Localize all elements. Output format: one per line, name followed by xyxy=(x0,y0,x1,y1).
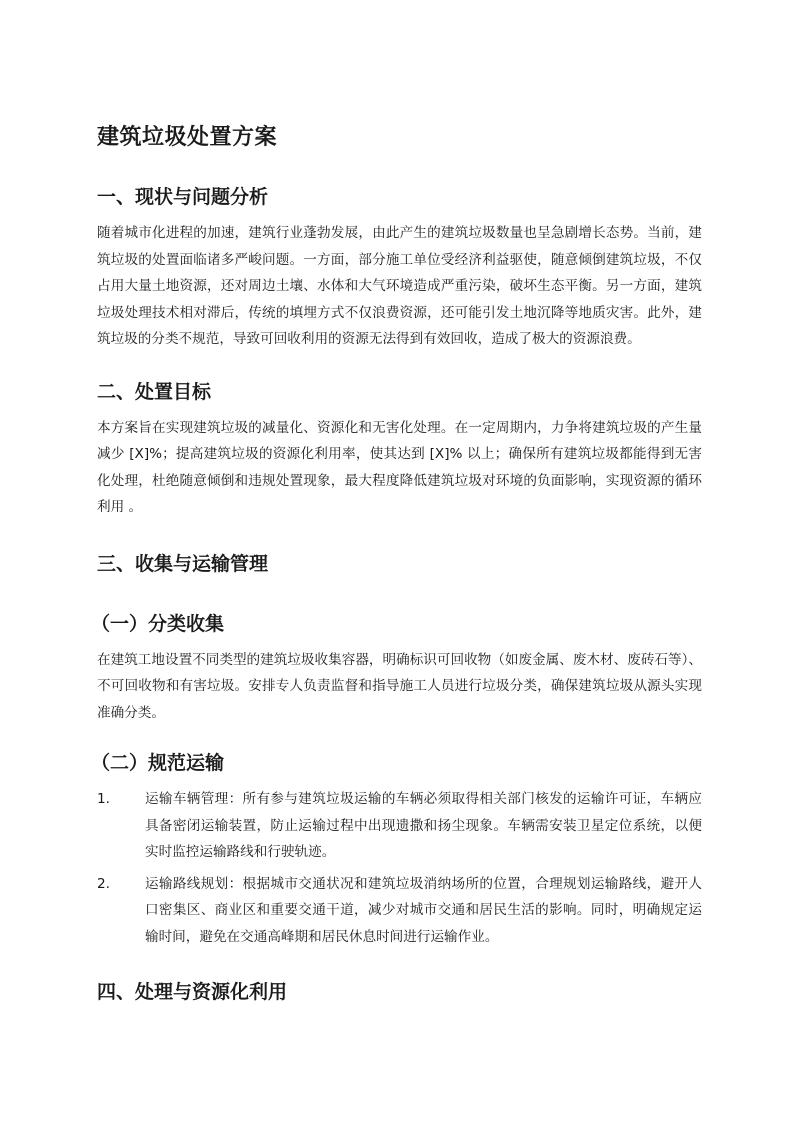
list-item-text: 运输路线规划：根据城市交通状况和建筑垃圾消纳场所的位置，合理规划运输路线，避开人口密集区、商业区和重要交通干道，减少对城市交通和居民生活的影响。同时，明确规定运输时间，避免在交通高峰期和居民休息时间进行运输作业。 xyxy=(145,875,702,945)
section-heading-collection-transport: 三、收集与运输管理 xyxy=(97,552,269,575)
section-paragraph-status: 随着城市化进程的加速，建筑行业蓬勃发展，由此产生的建筑垃圾数量也呈急剧增长态势。当前，建筑垃圾的处置面临诸多严峻问题。一方面，部分施工单位受经济利益驱使，随意倾倒建筑垃圾，不仅占用大量土地资源，还对周边土壤、水体和大气环境造成严重污染，破坏生态平衡。另一方面，建筑垃圾处理技术相对滞后，传统的填埋方式不仅浪费资源，还可能引发土地沉降等地质灾害。此外，建筑垃圾的分类不规范，导致可回收利用的资源无法得到有效回收，造成了极大的资源浪费。 xyxy=(97,225,702,347)
section-processing xyxy=(97,975,702,1009)
section-collection-transport xyxy=(91,547,702,951)
subsection-standard-transport xyxy=(91,746,702,950)
section-heading-status: 一、现状与问题分析 xyxy=(97,186,269,208)
section-status xyxy=(97,180,702,353)
list-item-number: 2. xyxy=(97,875,110,892)
subsection-classified-collection xyxy=(91,607,702,727)
section-heading-processing: 四、处理与资源化利用 xyxy=(97,981,288,1003)
document-page xyxy=(91,118,702,1015)
list-item xyxy=(97,786,702,866)
list-item-text: 运输车辆管理：所有参与建筑垃圾运输的车辆必须取得相关部门核发的运输许可证，车辆应具备密闭运输装置，防止运输过程中出现遗撒和扬尘现象。车辆需安装卫星定位系统，以便实时监控运输路线和行驶轨迹。 xyxy=(145,791,702,860)
list-item-number: 1. xyxy=(97,791,110,807)
numbered-list xyxy=(97,786,702,950)
page-title: 建筑垃圾处置方案 xyxy=(97,125,278,150)
section-paragraph-goals: 本方案旨在实现建筑垃圾的减量化、资源化和无害化处理。在一定周期内，力争将建筑垃圾的产生量减少 [X]%；提高建筑垃圾的资源化利用率，使其达到 [X]% 以上；确保所有建筑垃圾都能得到无害化处理，杜绝随意倾倒和违规处置现象，最大程度降低建筑垃圾对环境的负面影响，实现资源的循环利用 。 xyxy=(97,419,702,515)
subsection-paragraph-classified-collection: 在建筑工地设置不同类型的建筑垃圾收集容器，明确标识可回收物（如废金属、废木材、废砖石等）、不可回收物和有害垃圾。安排专人负责监督和指导施工人员进行垃圾分类，确保建筑垃圾从源头实现准确分类。 xyxy=(97,651,702,721)
subsection-heading-classified-collection: （一）分类收集 xyxy=(91,612,225,635)
section-heading-goals: 二、处置目标 xyxy=(97,380,212,403)
list-item xyxy=(97,871,702,951)
subsection-heading-standard-transport: （二）规范运输 xyxy=(91,752,225,774)
section-goals xyxy=(97,375,702,521)
